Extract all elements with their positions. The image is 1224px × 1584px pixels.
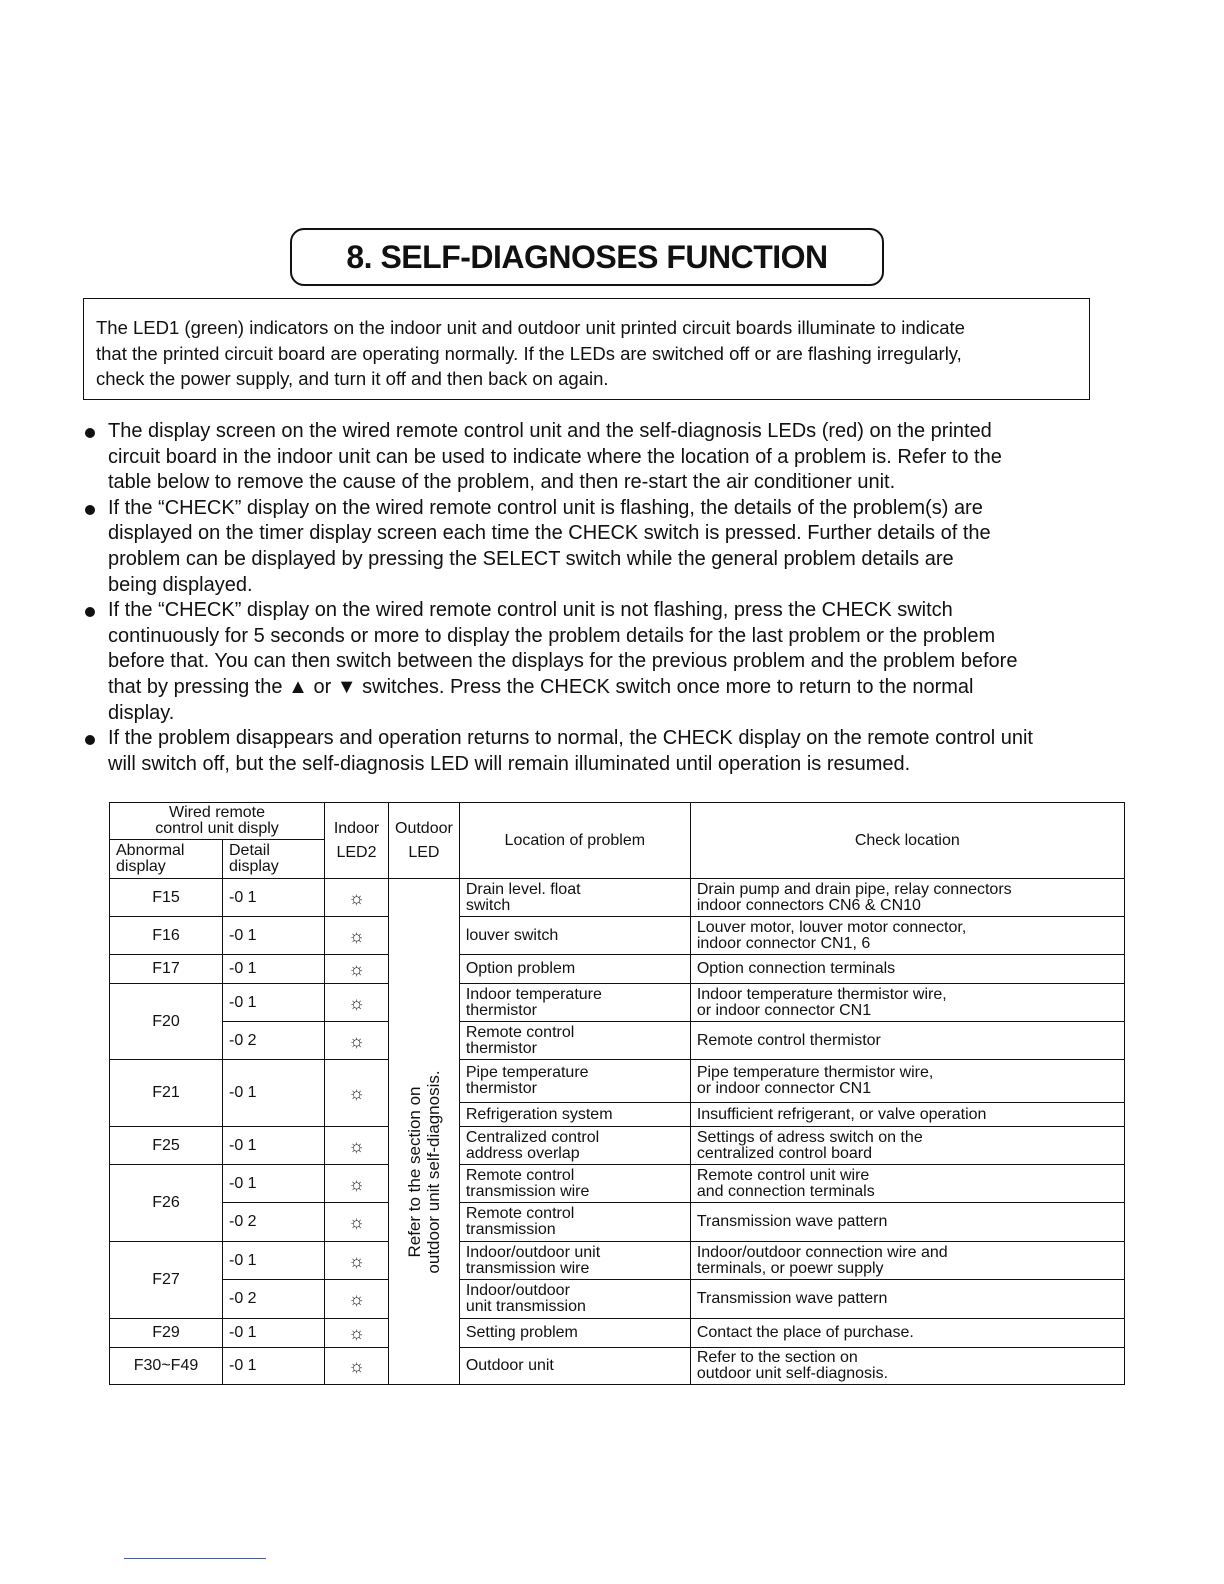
code-cell: F16 — [110, 917, 223, 955]
code-cell: F15 — [110, 879, 223, 917]
check-cell: Settings of adress switch on the centralized control board — [690, 1127, 1124, 1165]
location-cell: Indoor/outdoor unit transmission — [459, 1280, 690, 1319]
bullet-line: that by pressing the ▲ or ▼ switches. Press the CHECK switch once more to return to the normal — [108, 675, 974, 698]
check-cell: Pipe temperature thermistor wire, or indoor connector CN1 — [690, 1060, 1124, 1103]
check-cell: Transmission wave pattern — [690, 1203, 1124, 1242]
location-cell: Indoor/outdoor unit transmission wire — [459, 1242, 690, 1280]
detail-cell: -0 1 — [223, 917, 325, 955]
check-cell: Drain pump and drain pipe, relay connectors indoor connectors CN6 & CN10 — [690, 879, 1124, 917]
location-cell: Drain level. float switch — [459, 879, 690, 917]
table-row — [110, 1060, 1125, 1103]
detail-cell: -0 1 — [223, 1348, 325, 1385]
led-flash-icon: ☼ — [325, 1280, 389, 1319]
table-row — [110, 1022, 1125, 1060]
header-outdoor-led: Outdoor LED — [389, 803, 460, 879]
header-indoor-led: Indoor LED2 — [325, 803, 389, 879]
intro-line: check the power supply, and turn it off and then back on again. — [96, 368, 609, 389]
table-row — [110, 1203, 1125, 1242]
diagnosis-table — [109, 802, 1125, 1385]
led-flash-icon: ☼ — [325, 1242, 389, 1280]
bullet-dot-icon — [85, 505, 95, 515]
bullet-line: table below to remove the cause of the problem, and then re-start the air conditioner unit. — [108, 471, 896, 494]
bullet-dot-icon — [85, 428, 95, 438]
bullet-line: problem can be displayed by pressing the SELECT switch while the general problem details are — [108, 547, 954, 570]
location-cell: Indoor temperature thermistor — [459, 984, 690, 1022]
location-cell: Refrigeration system — [459, 1103, 690, 1127]
intro-note-box — [83, 298, 1090, 400]
check-cell: Indoor temperature thermistor wire, or indoor connector CN1 — [690, 984, 1124, 1022]
check-cell: Option connection terminals — [690, 955, 1124, 984]
table-row — [110, 1348, 1125, 1385]
table-row — [110, 1127, 1125, 1165]
location-cell: louver switch — [459, 917, 690, 955]
led-flash-icon: ☼ — [325, 1060, 389, 1127]
detail-cell: -0 1 — [223, 955, 325, 984]
detail-cell: -0 1 — [223, 1060, 325, 1127]
detail-cell: -0 1 — [223, 879, 325, 917]
detail-cell: -0 1 — [223, 1127, 325, 1165]
bullet-line: If the “CHECK” display on the wired remote control unit is flashing, the details of the problem(s) are — [108, 496, 983, 519]
table-row — [110, 1280, 1125, 1319]
code-cell: F30~F49 — [110, 1348, 223, 1385]
header-abnormal-display: Abnormal display — [110, 840, 223, 879]
section-title-box — [290, 228, 884, 286]
code-cell: F20 — [110, 984, 223, 1060]
bullet-dot-icon — [85, 607, 95, 617]
header-location: Location of problem — [459, 803, 690, 879]
led-flash-icon: ☼ — [325, 1348, 389, 1385]
check-cell: Insufficient refrigerant, or valve operation — [690, 1103, 1124, 1127]
bullet-line: If the “CHECK” display on the wired remote control unit is not flashing, press the CHECK switch — [108, 599, 953, 622]
bullet-line: before that. You can then switch between the displays for the previous problem and the problem before — [108, 650, 1018, 673]
table-row — [110, 1319, 1125, 1348]
led-flash-icon: ☼ — [325, 1022, 389, 1060]
code-cell: F25 — [110, 1127, 223, 1165]
header-detail-display: Detail display — [223, 840, 325, 879]
bullet-line: circuit board in the indoor unit can be used to indicate where the location of a problem is. Refer to the — [108, 445, 1002, 468]
bullet-item — [83, 419, 1113, 496]
detail-cell: -0 2 — [223, 1022, 325, 1060]
location-cell: Pipe temperature thermistor — [459, 1060, 690, 1103]
intro-line: that the printed circuit board are operating normally. If the LEDs are switched off or are flashing irregularly, — [96, 342, 962, 364]
bullet-list — [83, 419, 1113, 777]
table-row — [110, 984, 1125, 1022]
led-flash-icon: ☼ — [325, 917, 389, 955]
code-cell: F21 — [110, 1060, 223, 1127]
detail-cell: -0 1 — [223, 1165, 325, 1203]
check-cell: Remote control thermistor — [690, 1022, 1124, 1060]
header-check-location: Check location — [690, 803, 1124, 879]
detail-cell: -0 2 — [223, 1203, 325, 1242]
bullet-line: The display screen on the wired remote control unit and the self-diagnosis LEDs (red) on the printed — [108, 420, 992, 442]
location-cell: Setting problem — [459, 1319, 690, 1348]
detail-cell: -0 2 — [223, 1280, 325, 1319]
page-title: 8. SELF-DIAGNOSES FUNCTION — [346, 238, 828, 275]
bullet-item — [83, 598, 1113, 726]
code-cell: F17 — [110, 955, 223, 984]
led-flash-icon: ☼ — [325, 1127, 389, 1165]
check-cell: Indoor/outdoor connection wire and terminals, or poewr supply — [690, 1242, 1124, 1280]
footer-rule — [124, 1558, 266, 1559]
location-cell: Remote control thermistor — [459, 1022, 690, 1060]
led-flash-icon: ☼ — [325, 955, 389, 984]
bullet-line: being displayed. — [108, 573, 253, 596]
location-cell: Remote control transmission — [459, 1203, 690, 1242]
table-row — [110, 1242, 1125, 1280]
location-cell: Remote control transmission wire — [459, 1165, 690, 1203]
bullet-dot-icon — [85, 735, 95, 745]
location-cell: Option problem — [459, 955, 690, 984]
bullet-line: will switch off, but the self-diagnosis LED will remain illuminated until operation is resumed. — [108, 752, 911, 775]
led-flash-icon: ☼ — [325, 1203, 389, 1242]
location-cell: Outdoor unit — [459, 1348, 690, 1385]
table-row — [110, 955, 1125, 984]
bullet-line: display. — [108, 701, 175, 724]
bullet-item — [83, 496, 1113, 598]
code-cell: F26 — [110, 1165, 223, 1242]
table-row — [110, 1165, 1125, 1203]
led-flash-icon: ☼ — [325, 984, 389, 1022]
header-wired-remote: Wired remote control unit disply — [110, 803, 325, 840]
check-cell: Contact the place of purchase. — [690, 1319, 1124, 1348]
detail-cell: -0 1 — [223, 984, 325, 1022]
check-cell: Louver motor, louver motor connector, indoor connector CN1, 6 — [690, 917, 1124, 955]
led-flash-icon: ☼ — [325, 1319, 389, 1348]
led-flash-icon: ☼ — [325, 1165, 389, 1203]
check-cell: Remote control unit wire and connection terminals — [690, 1165, 1124, 1203]
outdoor-led-note: Refer to the section on outdoor unit self-diagnosis. — [389, 879, 460, 1385]
bullet-line: continuously for 5 seconds or more to display the problem details for the last problem or the problem — [108, 624, 996, 647]
bullet-item — [83, 726, 1113, 777]
table-row — [110, 879, 1125, 917]
led-flash-icon: ☼ — [325, 879, 389, 917]
detail-cell: -0 1 — [223, 1319, 325, 1348]
check-cell: Transmission wave pattern — [690, 1280, 1124, 1319]
detail-cell: -0 1 — [223, 1242, 325, 1280]
code-cell: F29 — [110, 1319, 223, 1348]
table-header-row — [110, 803, 1125, 840]
location-cell: Centralized control address overlap — [459, 1127, 690, 1165]
code-cell: F27 — [110, 1242, 223, 1319]
table-row — [110, 917, 1125, 955]
intro-line: The LED1 (green) indicators on the indoor unit and outdoor unit printed circuit boards illuminate to indicate — [96, 317, 965, 338]
bullet-line: displayed on the timer display screen each time the CHECK switch is pressed. Further details of the — [108, 522, 991, 545]
bullet-line: If the problem disappears and operation returns to normal, the CHECK display on the remote control unit — [108, 727, 1033, 750]
check-cell: Refer to the section on outdoor unit self-diagnosis. — [690, 1348, 1124, 1385]
